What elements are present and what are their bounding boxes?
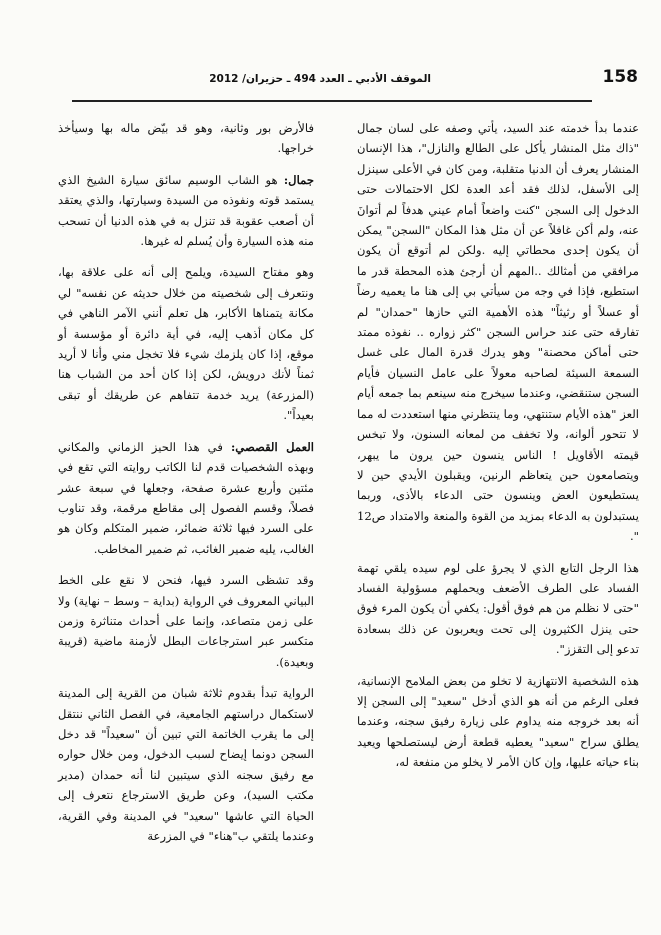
paragraph-lead: جمال: [283, 172, 314, 187]
paragraph-text: هو الشاب الوسيم سائق سيارة الشيخ الذي يستمد قوته ونفوذه من السيدة وسيارتها، والذي يعتقد أن أصعب عقوبة قد تنزل به في هذه الدنيا أن تسحب منه هذه السيارة وأن يُسلم له غيرها. [58, 172, 314, 249]
paragraph-text: الرواية تبدأ بقدوم ثلاثة شبان من القرية إلى المدينة لاستكمال دراستهم الجامعية، في الفصل الثاني ننتقل إلى ما يقرب الخاتمة التي تبين أن "سعيداً" قد دخل السجن دونما إيضاح لسبب الدخول، ومن خلال حواره مع رفيق سجنه الذي سيتبين لنا أنه حمدان (مدير مكتب السيد)، وعن طريق الاسترجاع نتعرف إلى الحياة التي عاشها "سعيد" في المدينة وفي القرية، وعندما يلتقي ب"هناء" في المزرعة [58, 686, 314, 843]
paragraph [58, 570, 314, 672]
page-header [0, 63, 661, 93]
header-rule [72, 100, 592, 102]
paragraph [58, 437, 314, 559]
paragraph-lead: العمل القصصي: [231, 439, 314, 454]
paragraph: هذا الرجل التابع الذي لا يجرؤ على لوم سيده يلقي تهمة الفساد على الطرف الأضعف ويحملهم مسؤولية الفساد "حتى لا نظلم من هم فوق أقول: يكفي أن يكون المرء فوق حتى ينزل الكثيرون إلى تحت ويعربون عن ذلك بسعادة تدعو إلى التقزز". [357, 560, 639, 657]
left-column [58, 118, 314, 846]
right-column [357, 118, 639, 773]
paragraph [58, 170, 314, 252]
paragraph-text: وقد تشظى السرد فيها، فنحن لا نقع على الخط البياني المعروف في الرواية (بداية – وسط – نهاية) ولا على زمن متصاعد، وإنما على أحداث متناثرة وزمن متكسر عبر استرجاعات البطل لأزمنة ماضية (قريبة وبعيدة). [58, 573, 314, 669]
paragraph-text: وهو مفتاح السيدة، ويلمح إلى أنه على علاقة بها، ونتعرف إلى شخصيته من خلال حديثه عن نفسه" لي مكانة يتمناها الأكابر، هل تعلم أنني الآمر الناهي في كل مكان أذهب إليه، في أية دائرة أو مؤسسة أو موقع، إذا كان يلزمك شيء فلا تخجل مني وأنا لا أريد ثمناً لأنك درويش، لكن إذا كان أحد من الشباب هنا (المزرعة) يريد خدمة تتفاهم عن طريقك أو تبقى بعيداً". [58, 265, 314, 423]
paragraph-text: فالأرض بور وثانية، وهو قد بيّض ماله بها وسيأخذ خراجها. [58, 121, 314, 156]
paragraph [58, 118, 314, 159]
running-title: الموقف الأدبي ـ العدد 494 ـ حزيران/ 2012 [209, 73, 431, 85]
paragraph [58, 262, 314, 425]
page-number: 158 [602, 67, 638, 87]
paragraph: عندما بدأ خدمته عند السيد، يأتي وصفه على لسان جمال "ذاك مثل المنشار يأكل على الطالع والنازل"، هذا الإنسان المنشار يعرف أن الدنيا متقلبة، ومن كان في الأعلى سينزل إلى الأسفل، لذلك فقد أعد العدة لكل الاحتمالات حتى الدخول إلى السجن "كنت واضعاً أمام عيني هدفاً لم أتوانَ عنه، ولم أكن غافلاً عن أن مثل هذا المكان "السجن" يمكن أن يكون إحدى محطاتي إليه .ولكن لم أتوقع أن يكون مرافقي من أمثالك ..المهم أن أرجئ هذه المحطة قدر ما استطيع، فإذا في وجه من سيأتي بي إلى هنا ما يعميه رضاً أو عسلاً أو رثيثاً" هذه الأهمية التي حازها "حمدان" لم تفارقه حتى عند حراس السجن "كثر زواره .. نفوذه ممتد حتى أماكن محصنة" وهو يدرك قدرة المال على غسل السمعة السيئة لصاحبه معولاً على عامل النسيان فأيام السجن ستنقضي، وعندما سيخرج منه سينعم بما جمعه أيام العز "هذه الأيام ستنتهي، وما ينتظرني منها استعددت له مما لا تتحور ألوانه، ولا تخفف من لمعانه السنون، ولا تبخس قيمته الأقاويل ! الناس ينسون حين يرون ما يبهر، ويتصامعون حين يتعاظم الرنين، ويقبلون الأيدي حين لا يستطيعون العض وينسون حتى الدعاء بالأذى، وربما يستبدلون به الدعاء بمزيد من القوة والمنعة والامتداد ص12 ". [357, 121, 639, 544]
paragraph-text: في هذا الحيز الزماني والمكاني وبهذه الشخصيات قدم لنا الكاتب روايته التي تقع في مئتين وأربع عشرة صفحة، وجعلها في سبعة عشر فصلاً، وقسم الفصول إلى مقاطع مرقمة، وقد تناوب على السرد فيها ثلاثة ضمائر، ضمير المتكلم وكان هو الغالب، يليه ضمير الغائب، ثم ضمير المخاطب. [58, 439, 314, 556]
paragraph [58, 683, 314, 846]
paragraph: هذه الشخصية الانتهازية لا تخلو من بعض الملامح الإنسانية، فعلى الرغم من أنه هو الذي أدخل "سعيد" إلى السجن إلا أنه بعد خروجه منه يداوم على زيارة رفيق سجنه، وعندما يطلق سراح "سعيد" يعطيه قطعة أرض ليستصلحها ويعيد بناء حياته عليها، وإن كان الأمر لا يخلو من منفعة له، [357, 673, 639, 770]
